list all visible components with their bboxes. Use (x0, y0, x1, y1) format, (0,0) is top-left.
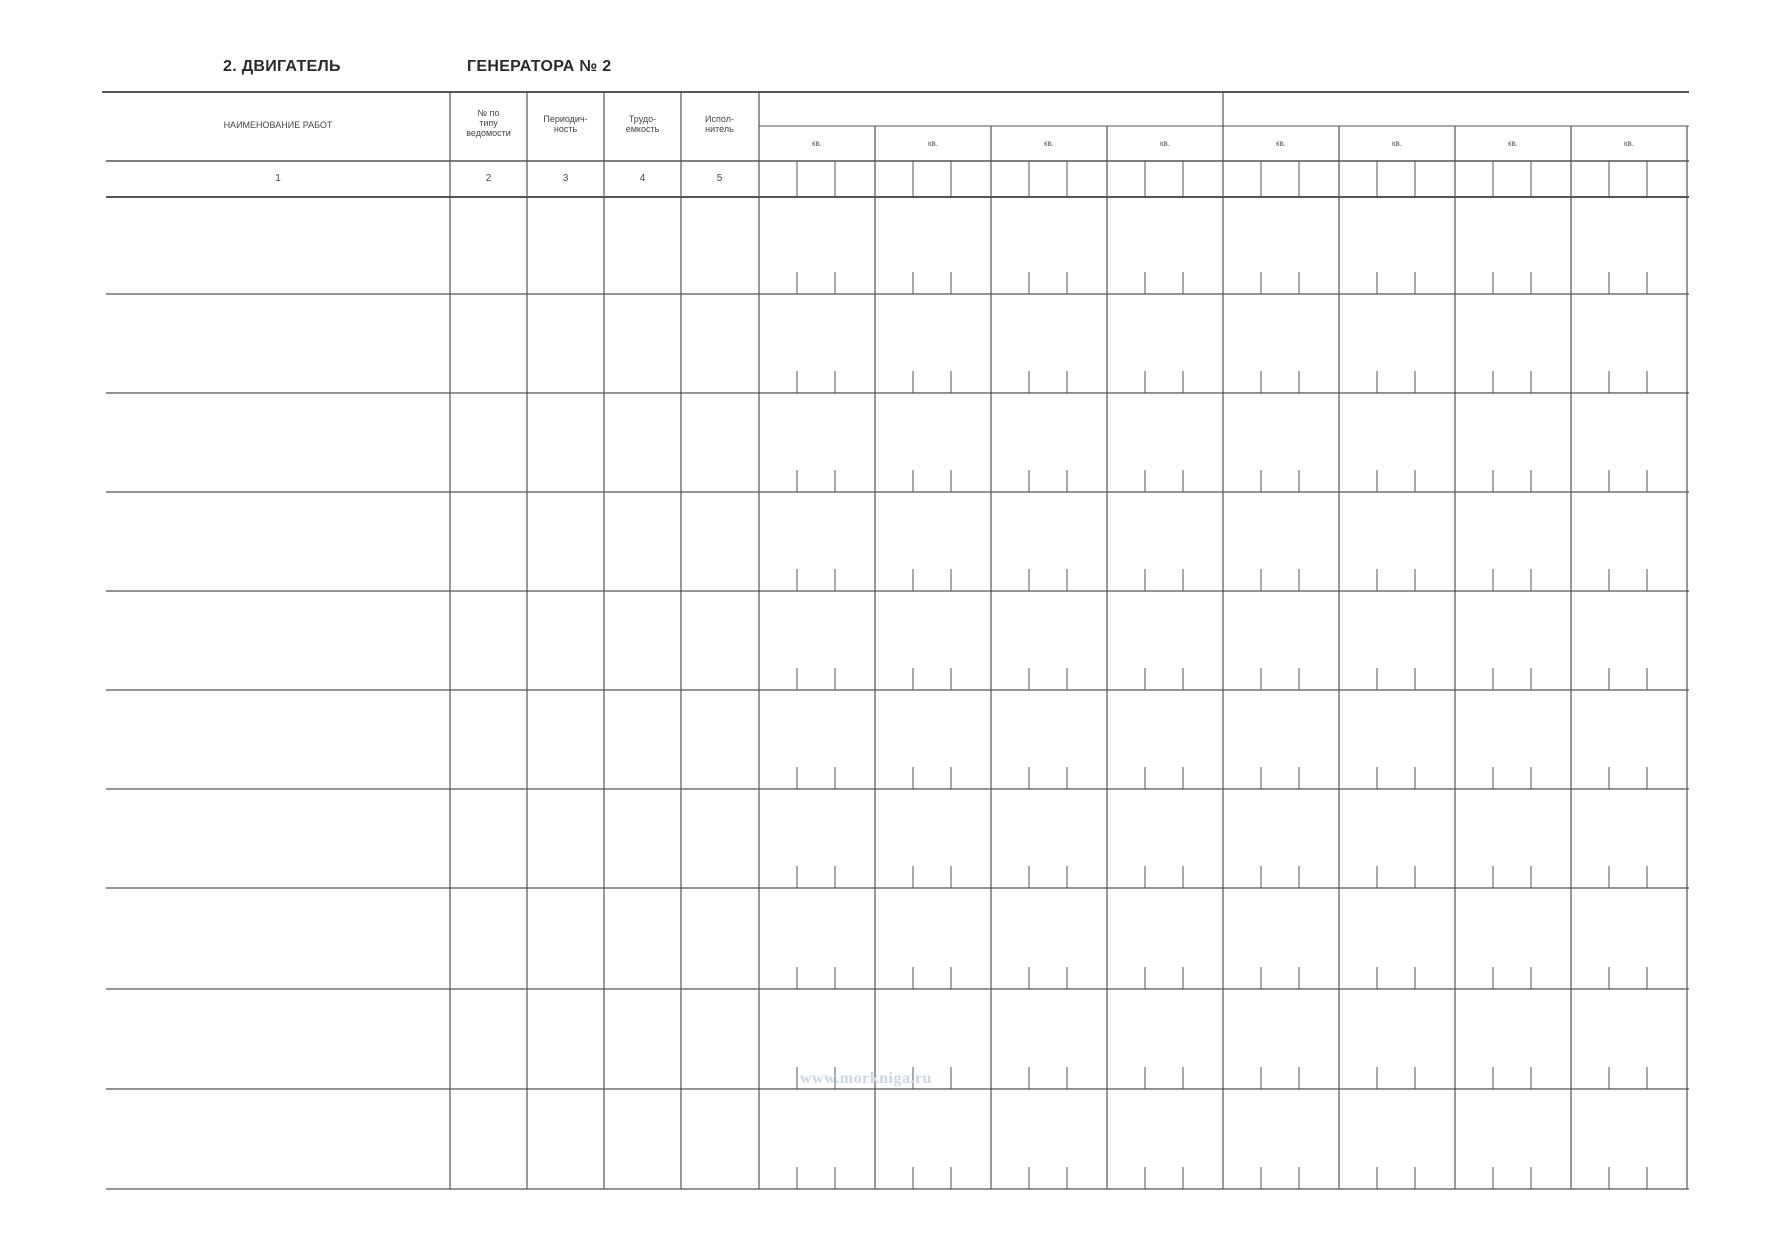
quarter-label-8: кв. (1624, 139, 1634, 148)
quarter-label-2: кв. (928, 139, 938, 148)
quarter-label-6: кв. (1392, 139, 1402, 148)
header-list-number: № по типу ведомости (466, 108, 511, 138)
table-row-10[interactable] (106, 1089, 1689, 1189)
table-row-3[interactable] (106, 393, 1689, 492)
header-periodicity: Периодич- ность (543, 114, 588, 134)
column-number-5: 5 (716, 173, 723, 184)
quarter-label-7: кв. (1508, 139, 1518, 148)
table-row-7[interactable] (106, 789, 1689, 888)
table-row-6[interactable] (106, 690, 1689, 789)
header-work-name: НАИМЕНОВАНИЕ РАБОТ (223, 120, 333, 130)
column-number-3: 3 (562, 173, 569, 184)
quarter-label-4: кв. (1160, 139, 1170, 148)
quarter-label-3: кв. (1044, 139, 1054, 148)
table-row-4[interactable] (106, 492, 1689, 591)
column-number-4: 4 (639, 173, 646, 184)
header-executor: Испол- нитель (705, 114, 734, 134)
quarter-label-1: кв. (812, 139, 822, 148)
section-title: 2. ДВИГАТЕЛЬ (223, 58, 341, 75)
table-row-1[interactable] (106, 197, 1689, 294)
table-row-5[interactable] (106, 591, 1689, 690)
quarter-label-5: кв. (1276, 139, 1286, 148)
table-row-8[interactable] (106, 888, 1689, 989)
column-number-2: 2 (485, 173, 492, 184)
subject-title: ГЕНЕРАТОРА № 2 (467, 58, 612, 75)
watermark: www.morkniga.ru (800, 1070, 932, 1087)
table-row-2[interactable] (106, 294, 1689, 393)
header-labor: Трудо- емкость (625, 114, 660, 134)
column-number-1: 1 (275, 173, 281, 184)
